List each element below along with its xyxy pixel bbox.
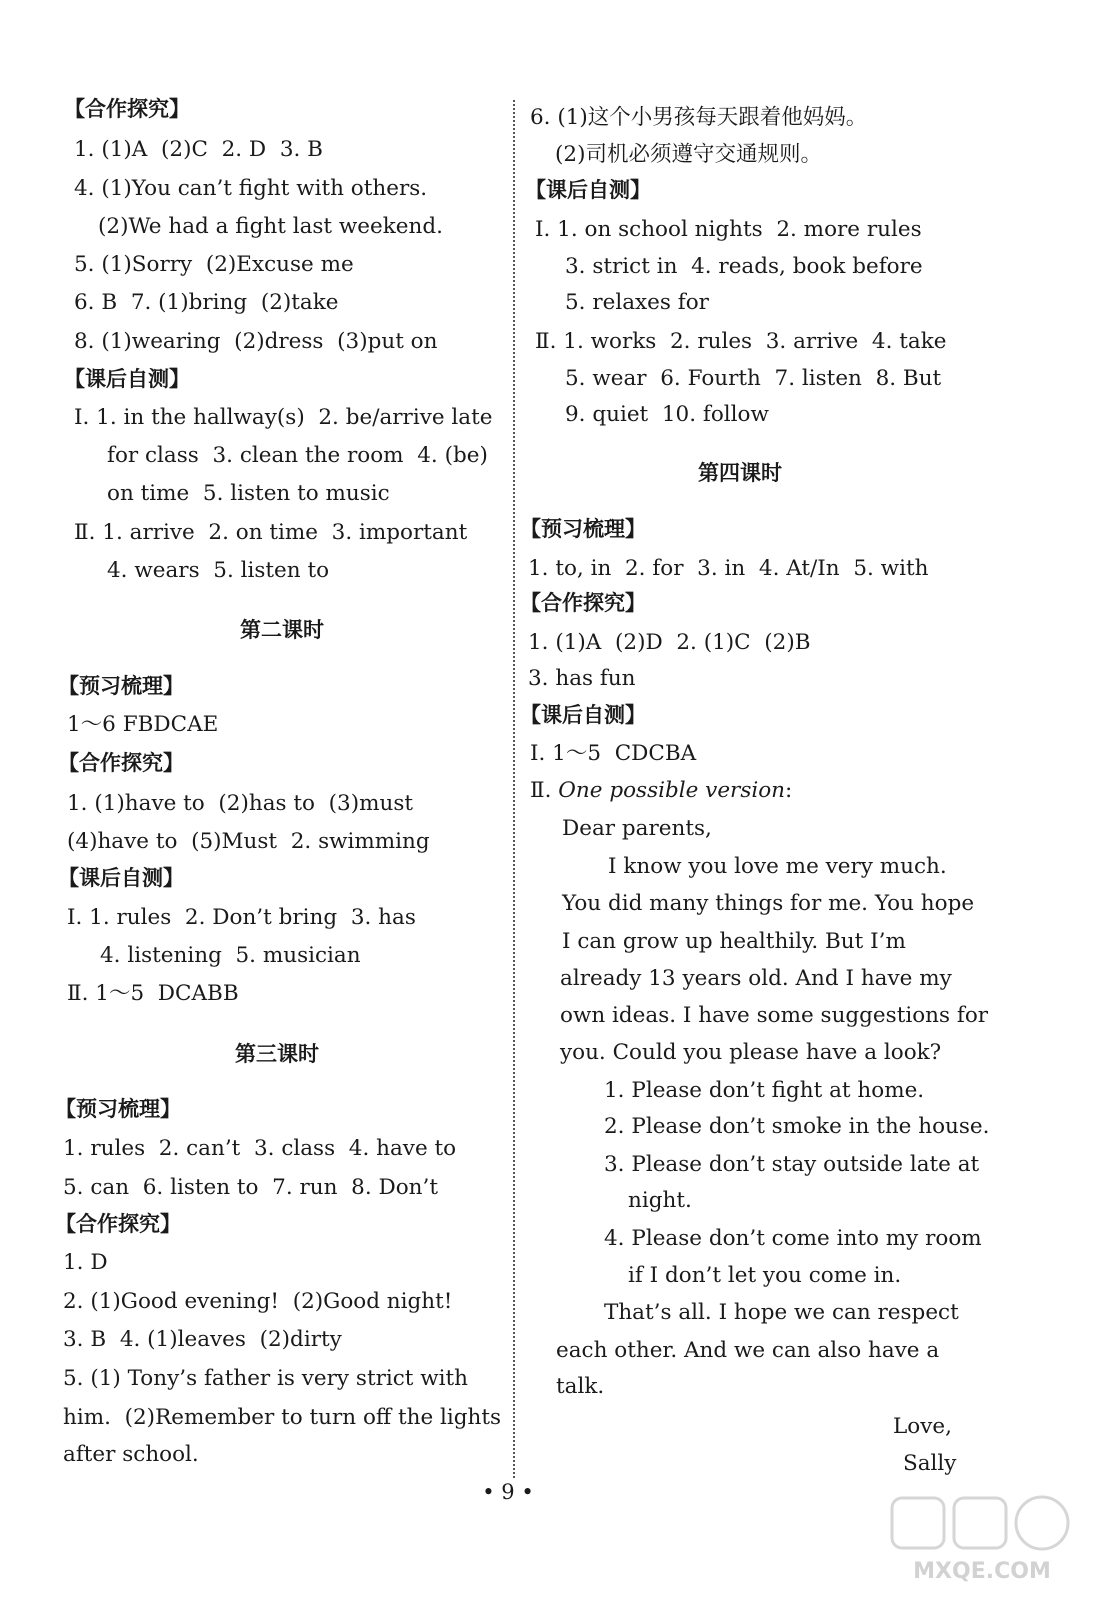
answer-line: Ⅱ. One possible version:: [530, 778, 793, 803]
answer-line: 6. B 7. (1)bring (2)take: [74, 290, 339, 315]
answer-line: 4. Please don’t come into my room: [604, 1226, 982, 1251]
section-heading: 【预习梳理】: [55, 1097, 181, 1121]
answer-line: 1. rules 2. can’t 3. class 4. have to: [63, 1136, 457, 1161]
answer-line: 1. Please don’t fight at home.: [604, 1078, 925, 1103]
answer-line: if I don’t let you come in.: [628, 1263, 902, 1288]
watermark-text: MXQE.COM: [913, 1559, 1051, 1584]
section-heading: 【课后自测】: [64, 367, 190, 391]
answer-line: 4. (1)You can’t fight with others.: [74, 176, 428, 201]
answer-line: 3. strict in 4. reads, book before: [565, 254, 923, 279]
answer-line: I can grow up healthily. But I’m: [562, 929, 906, 954]
answer-line: Ⅱ. 1. works 2. rules 3. arrive 4. take: [535, 329, 947, 354]
answer-line: 1. (1)A (2)D 2. (1)C (2)B: [528, 630, 811, 655]
answer-line: Ⅱ. 1～5 DCABB: [67, 981, 239, 1006]
lesson-title: 第四课时: [698, 461, 782, 485]
answer-line: talk.: [556, 1374, 605, 1399]
section-heading: 【合作探究】: [64, 97, 190, 121]
page-number: • 9 •: [482, 1480, 534, 1504]
answer-line: 3. B 4. (1)leaves (2)dirty: [63, 1327, 342, 1352]
answer-line: 3. has fun: [528, 666, 636, 691]
answer-line: you. Could you please have a look?: [560, 1040, 942, 1065]
column-divider: [513, 100, 515, 1478]
answer-line: 2. (1)Good evening! (2)Good night!: [63, 1289, 453, 1314]
answer-line: 5. can 6. listen to 7. run 8. Don’t: [63, 1175, 438, 1200]
answer-line: 4. listening 5. musician: [100, 943, 361, 968]
watermark-logo: [882, 1494, 1082, 1586]
answer-line: already 13 years old. And I have my: [560, 966, 952, 991]
answer-line: for class 3. clean the room 4. (be): [107, 443, 488, 468]
answer-line: 5. wear 6. Fourth 7. listen 8. But: [565, 366, 942, 391]
section-heading: 【预习梳理】: [58, 674, 184, 698]
answer-line: on time 5. listen to music: [107, 481, 390, 506]
answer-line: 5. (1)Sorry (2)Excuse me: [74, 252, 354, 277]
answer-line: Ⅰ. 1. on school nights 2. more rules: [535, 217, 922, 242]
answer-line: Dear parents,: [562, 816, 712, 841]
answer-line: I know you love me very much.: [608, 854, 947, 879]
section-heading: 【预习梳理】: [520, 517, 646, 541]
answer-line: 1. to, in 2. for 3. in 4. At/In 5. with: [528, 556, 929, 581]
answer-line: 1～6 FBDCAE: [67, 712, 219, 737]
answer-line: him. (2)Remember to turn off the lights: [63, 1405, 502, 1430]
answer-line: 8. (1)wearing (2)dress (3)put on: [74, 329, 438, 354]
answer-line: Love,: [893, 1414, 952, 1439]
answer-line: 2. Please don’t smoke in the house.: [604, 1114, 990, 1139]
answer-line: 5. (1) Tony’s father is very strict with: [63, 1366, 469, 1391]
answer-line: That’s all. I hope we can respect: [604, 1300, 959, 1325]
answer-line: Ⅰ. 1. rules 2. Don’t bring 3. has: [67, 905, 416, 930]
answer-line: (4)have to (5)Must 2. swimming: [67, 829, 430, 854]
section-heading: 【课后自测】: [58, 866, 184, 890]
answer-line: 6. (1)这个小男孩每天跟着他妈妈。: [530, 105, 868, 130]
section-heading: 【课后自测】: [525, 178, 651, 202]
section-heading: 【合作探究】: [520, 591, 646, 615]
answer-line: You did many things for me. You hope: [562, 891, 975, 916]
answer-line: 9. quiet 10. follow: [565, 402, 769, 427]
answer-line: Ⅰ. 1～5 CDCBA: [530, 741, 697, 766]
answer-line: own ideas. I have some suggestions for: [560, 1003, 989, 1028]
answer-line: 3. Please don’t stay outside late at: [604, 1152, 980, 1177]
section-heading: 【合作探究】: [55, 1212, 181, 1236]
answer-line: 1. (1)A (2)C 2. D 3. B: [74, 137, 323, 162]
answer-line: Ⅰ. 1. in the hallway(s) 2. be/arrive late: [74, 405, 493, 430]
section-heading: 【合作探究】: [58, 751, 184, 775]
answer-line: night.: [628, 1188, 692, 1213]
answer-line: after school.: [63, 1442, 199, 1467]
lesson-title: 第二课时: [240, 618, 324, 642]
answer-line: (2)We had a fight last weekend.: [98, 214, 443, 239]
answer-line: Ⅱ. 1. arrive 2. on time 3. important: [74, 520, 468, 545]
answer-line: 1. D: [63, 1250, 108, 1275]
answer-line: each other. And we can also have a: [556, 1338, 940, 1363]
answer-line: 4. wears 5. listen to: [107, 558, 330, 583]
answer-line: 1. (1)have to (2)has to (3)must: [67, 791, 414, 816]
section-heading: 【课后自测】: [520, 703, 646, 727]
answer-line: Sally: [903, 1451, 957, 1476]
lesson-title: 第三课时: [235, 1042, 319, 1066]
answer-line: 5. relaxes for: [565, 290, 709, 315]
answer-line: (2)司机必须遵守交通规则。: [555, 142, 822, 167]
